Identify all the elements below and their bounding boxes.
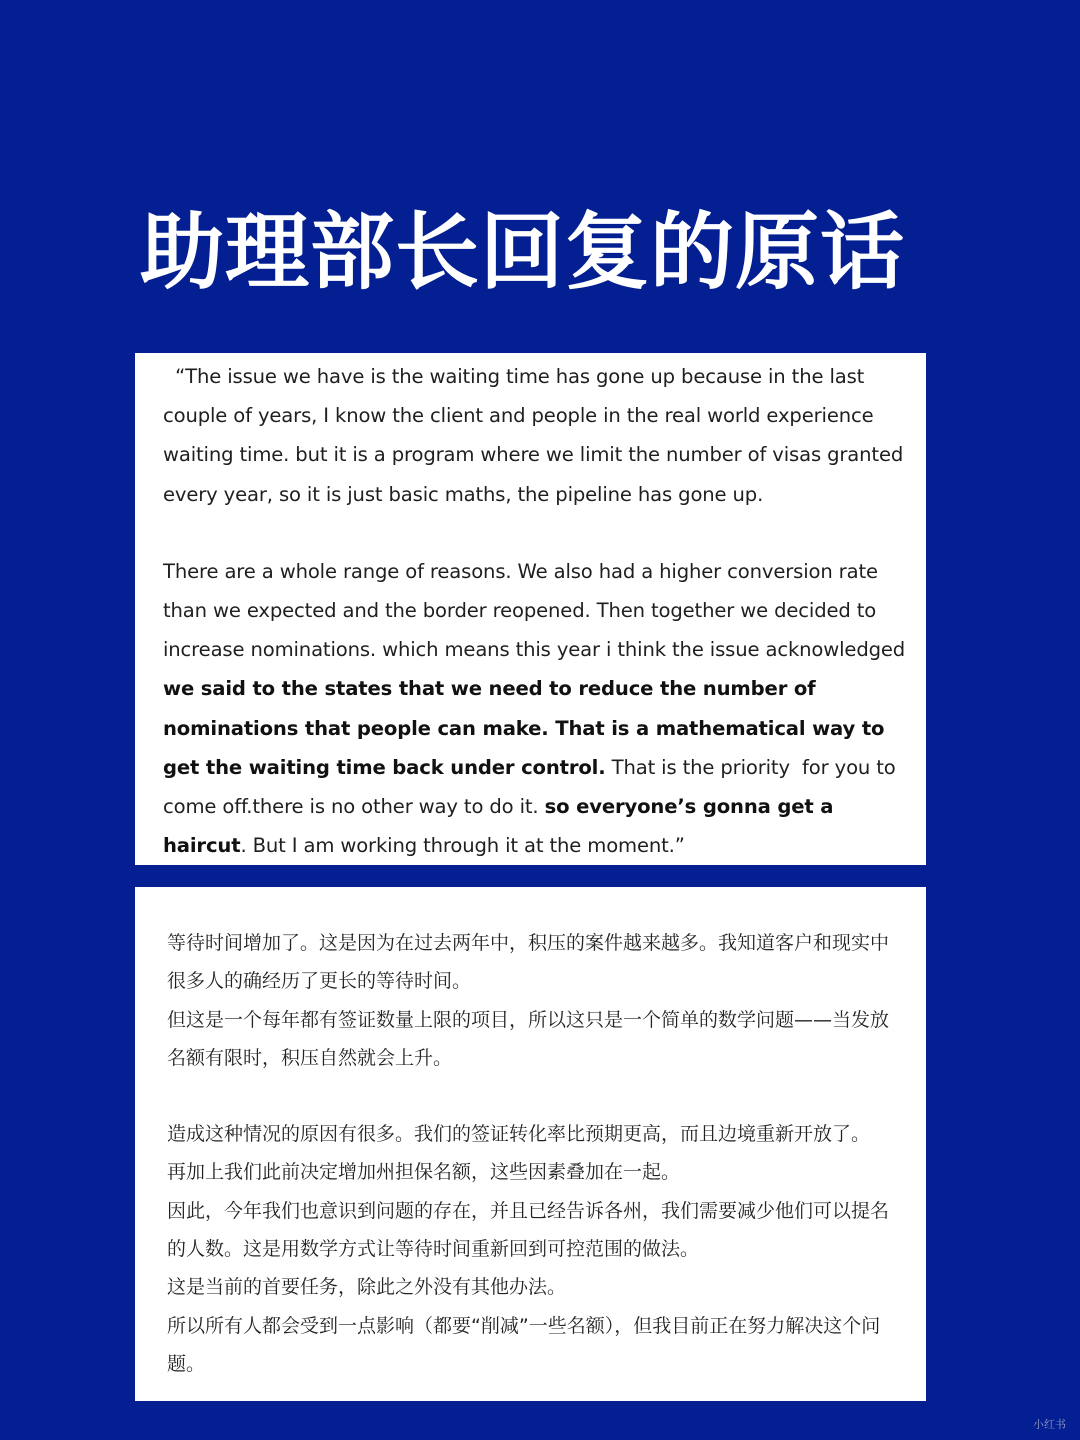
english-quote-card <box>135 353 926 865</box>
chinese-translation-card <box>135 887 926 1401</box>
english-text: . But I am working through it at the moment.” <box>240 834 685 858</box>
english-text: There are a whole range of reasons. We also had a higher conversion rate than we expected and the border reopened. Then together we decided to increase nominations. which means this year i think the issue acknowledged <box>163 559 906 662</box>
chinese-line: 但这是一个每年都有签证数量上限的项目，所以这只是一个简单的数学问题——当发放名额有限时，积压自然就会上升。 <box>167 1008 890 1069</box>
english-text: That is the priority for you to come off.there is no other way to do it. <box>163 755 902 819</box>
watermark-logo: 小红书 <box>1033 1418 1066 1431</box>
chinese-line: 这是当前的首要任务，除此之外没有其他办法。 <box>167 1276 567 1299</box>
english-paragraph-1: “The issue we have is the waiting time has gone up because in the last couple of years, I know the client and people in the real world experience waiting time. but it is a program where we limit the number of visas granted every year, so it is just basic maths, the pipeline has gone up. <box>163 365 910 506</box>
chinese-line: 所以所有人都会受到一点影响（都要“削减”一些名额），但我目前正在努力解决这个问题。 <box>167 1314 881 1375</box>
chinese-line: 再加上我们此前决定增加州担保名额，这些因素叠加在一起。 <box>167 1161 681 1184</box>
english-bold-text: we said to the states that we need to reduce the number of nominations that people can make. That is a mathematical way to get the waiting time back under control. <box>163 677 885 779</box>
paragraph-gap <box>163 514 906 552</box>
chinese-line: 等待时间增加了。这是因为在过去两年中，积压的案件越来越多。我知道客户和现实中很多人的确经历了更长的等待时间。 <box>167 932 890 993</box>
english-paragraph-2 <box>163 552 906 866</box>
page-title: 助理部长回复的原话 <box>139 203 905 301</box>
english-bold-text: so everyone’s gonna get a haircut <box>163 795 834 858</box>
paragraph-gap <box>167 1077 906 1115</box>
chinese-line: 造成这种情况的原因有很多。我们的签证转化率比预期更高，而且边境重新开放了。 <box>167 1123 871 1146</box>
chinese-line: 因此，今年我们也意识到问题的存在，并且已经告诉各州，我们需要减少他们可以提名的人数。这是用数学方式让等待时间重新回到可控范围的做法。 <box>167 1199 890 1261</box>
